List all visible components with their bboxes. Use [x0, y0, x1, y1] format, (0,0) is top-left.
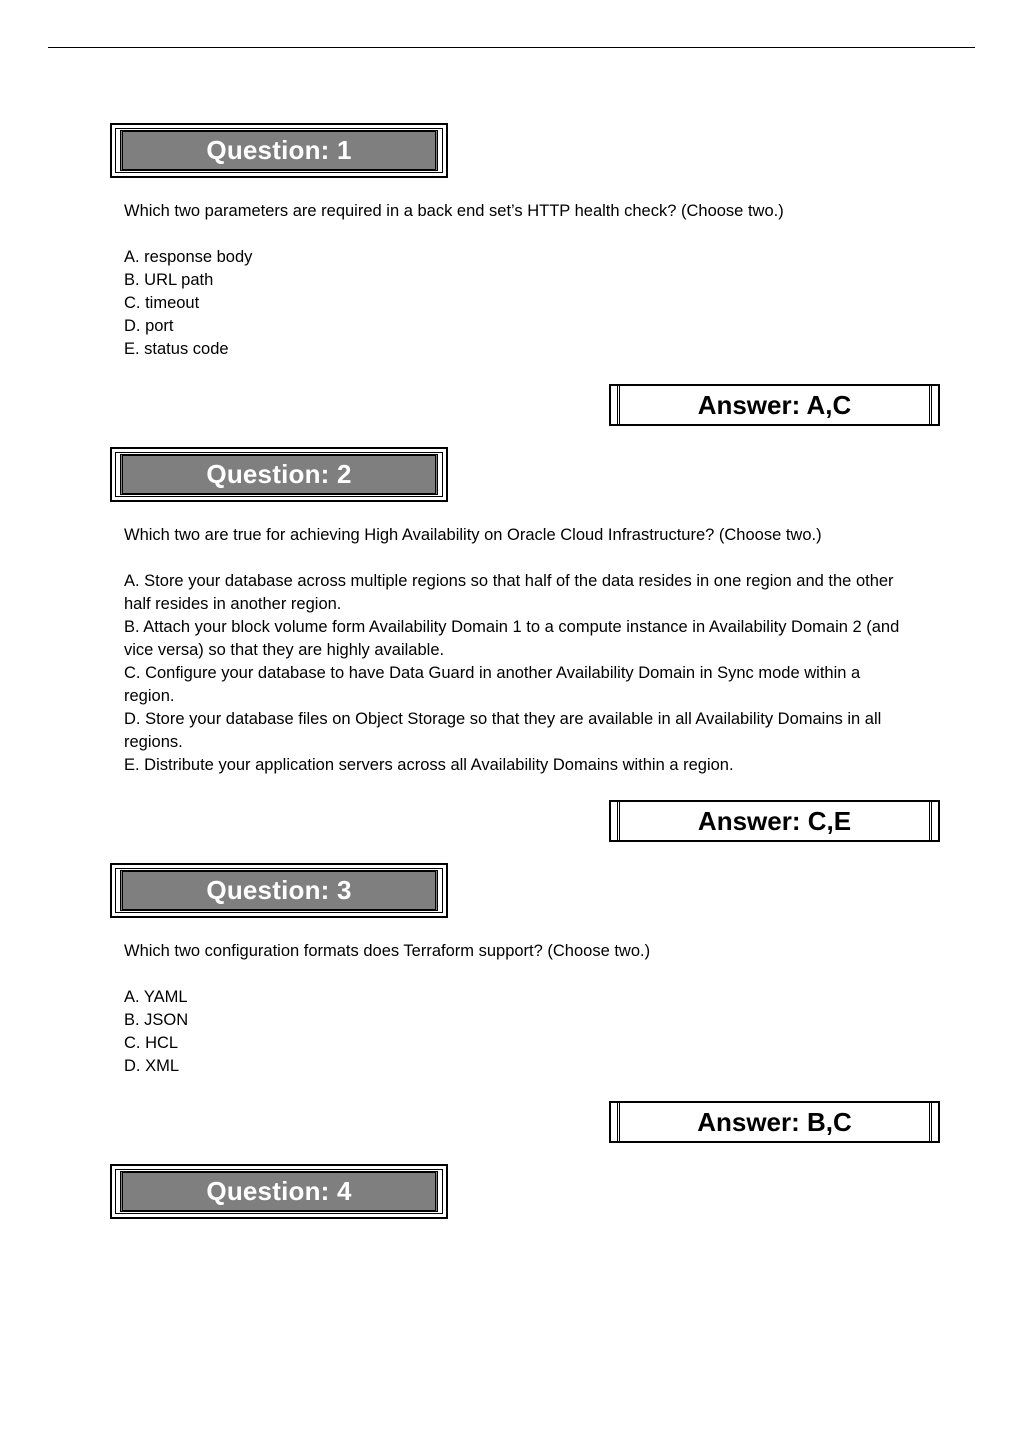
question-2-text: Which two are true for achieving High Availability on Oracle Cloud Infrastructure? (Choose two.)	[124, 526, 822, 544]
question-3-options	[124, 986, 914, 1078]
question-1-text: Which two parameters are required in a back end set’s HTTP health check? (Choose two.)	[124, 202, 784, 220]
question-2-header	[110, 447, 448, 502]
option-b: B. JSON	[124, 1011, 189, 1029]
question-3-label: Question: 3	[206, 875, 352, 905]
question-2-answer	[609, 800, 940, 842]
question-4-header	[110, 1164, 448, 1219]
answer-3-label: Answer: B,C	[697, 1106, 852, 1137]
option-a: A. Store your database across multiple regions so that half of the data resides in one region and the other half resides in another region.	[124, 572, 894, 613]
answer-frame	[617, 1103, 932, 1141]
answer-1-label: Answer: A,C	[697, 389, 852, 420]
question-2-options	[124, 570, 914, 777]
header-band	[120, 454, 438, 495]
header-band	[120, 1171, 438, 1212]
answer-frame	[617, 802, 932, 840]
header-band	[120, 870, 438, 911]
option-b: B. URL path	[124, 271, 214, 289]
question-4-label: Question: 4	[206, 1176, 352, 1206]
option-b: B. Attach your block volume form Availability Domain 1 to a compute instance in Availability Domain 2 (and vice versa) so that they are highly available.	[124, 618, 900, 659]
question-2-label: Question: 2	[206, 459, 352, 489]
top-rule	[48, 47, 975, 48]
header-band	[120, 130, 438, 171]
option-d: D. XML	[124, 1057, 180, 1075]
question-3-body	[124, 940, 914, 1078]
option-e: E. status code	[124, 340, 229, 358]
option-c: C. Configure your database to have Data Guard in another Availability Domain in Sync mode within a region.	[124, 664, 861, 705]
option-e: E. Distribute your application servers across all Availability Domains within a region.	[124, 756, 734, 774]
question-2-body	[124, 524, 914, 777]
answer-2-label: Answer: C,E	[697, 805, 852, 836]
option-c: C. timeout	[124, 294, 200, 312]
question-1-body	[124, 200, 914, 361]
option-a: A. YAML	[124, 988, 188, 1006]
question-3-text: Which two configuration formats does Terraform support? (Choose two.)	[124, 942, 651, 960]
option-a: A. response body	[124, 248, 253, 266]
answer-frame	[617, 386, 932, 424]
question-1-label: Question: 1	[206, 135, 352, 165]
option-d: D. port	[124, 317, 174, 335]
question-1-answer	[609, 384, 940, 426]
question-3-answer	[609, 1101, 940, 1143]
option-c: C. HCL	[124, 1034, 179, 1052]
question-1-options	[124, 246, 914, 361]
option-d: D. Store your database files on Object Storage so that they are available in all Availability Domains in all regions.	[124, 710, 882, 751]
question-1-header	[110, 123, 448, 178]
question-3-header	[110, 863, 448, 918]
